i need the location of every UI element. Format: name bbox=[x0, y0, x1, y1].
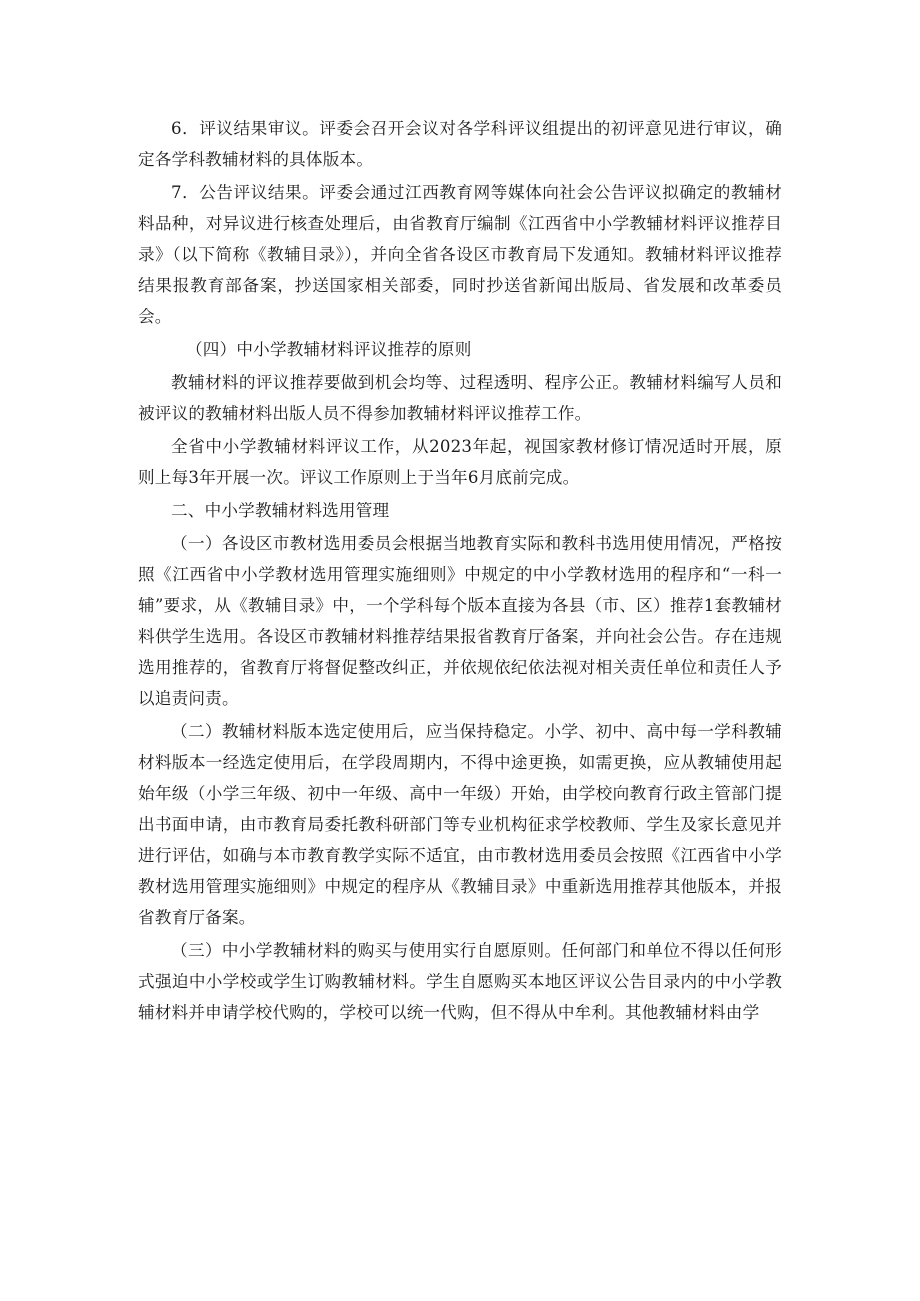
paragraph-review-schedule: 全省中小学教辅材料评议工作，从2023年起，视国家教材修订情况适时开展，原则上每3年开展一次。评议工作原则上于当年6月底前完成。 bbox=[138, 437, 782, 487]
paragraph-voluntary-purchase: （三）中小学教辅材料的购买与使用实行自愿原则。任何部门和单位不得以任何形式强迫中小学校或学生订购教辅材料。学生自愿购买本地区评议公告目录内的中小学教辅材料并申请学校代购的，学校可以统一代购，但不得从中牟利。其他教辅材料由学 bbox=[138, 941, 782, 1022]
paragraph-7-announce-results: 7．公告评议结果。评委会通过江西教育网等媒体向社会公告评议拟确定的教辅材料品种，对异议进行核查处理后，由省教育厅编制《江西省中小学教辅材料评议推荐目录》（以下简称《教辅目录》），并向全省各设区市教育局下发通知。教辅材料评议推荐结果报教育部备案，抄送国家相关部委，同时抄送省新闻出版局、省发展和改革委员会。 bbox=[138, 183, 782, 326]
paragraph-principles-fairness: 教辅材料的评议推荐要做到机会均等、过程透明、程序公正。教辅材料编写人员和被评议的教辅材料出版人员不得参加教辅材料评议推荐工作。 bbox=[138, 373, 782, 423]
document-page bbox=[138, 113, 782, 1028]
section-heading-selection-management: 二、中小学教辅材料选用管理 bbox=[171, 501, 390, 520]
paragraph-version-stability: （二）教辅材料版本选定使用后，应当保持稳定。小学、初中、高中每一学科教辅材料版本一经选定使用后，在学段周期内，不得中途更换，如需更换，应从教辅使用起始年级（小学三年级、初中一年级、高中一年级）开始，由学校向教育行政主管部门提出书面申请，由市教育局委托教科研部门等专业机构征求学校教师、学生及家长意见并进行评估，如确与本市教育教学实际不适宜，由市教材选用委员会按照《江西省中小学教材选用管理实施细则》中规定的程序从《教辅目录》中重新选用推荐其他版本，并报省教育厅备案。 bbox=[138, 722, 782, 927]
section-heading-principles: （四）中小学教辅材料评议推荐的原则 bbox=[186, 340, 472, 359]
paragraph-6-review-results: 6．评议结果审议。评委会召开会议对各学科评议组提出的初评意见进行审议，确定各学科教辅材料的具体版本。 bbox=[138, 119, 782, 169]
paragraph-selection-committee: （一）各设区市教材选用委员会根据当地教育实际和教科书选用使用情况，严格按照《江西省中小学教材选用管理实施细则》中规定的中小学教材选用的程序和“一科一辅”要求，从《教辅目录》中，一个学科每个版本直接为各县（市、区）推荐1套教辅材料供学生选用。各设区市教辅材料推荐结果报省教育厅备案，并向社会公告。存在违规选用推荐的，省教育厅将督促整改纠正，并依规依纪依法视对相关责任单位和责任人予以追责问责。 bbox=[138, 534, 782, 708]
